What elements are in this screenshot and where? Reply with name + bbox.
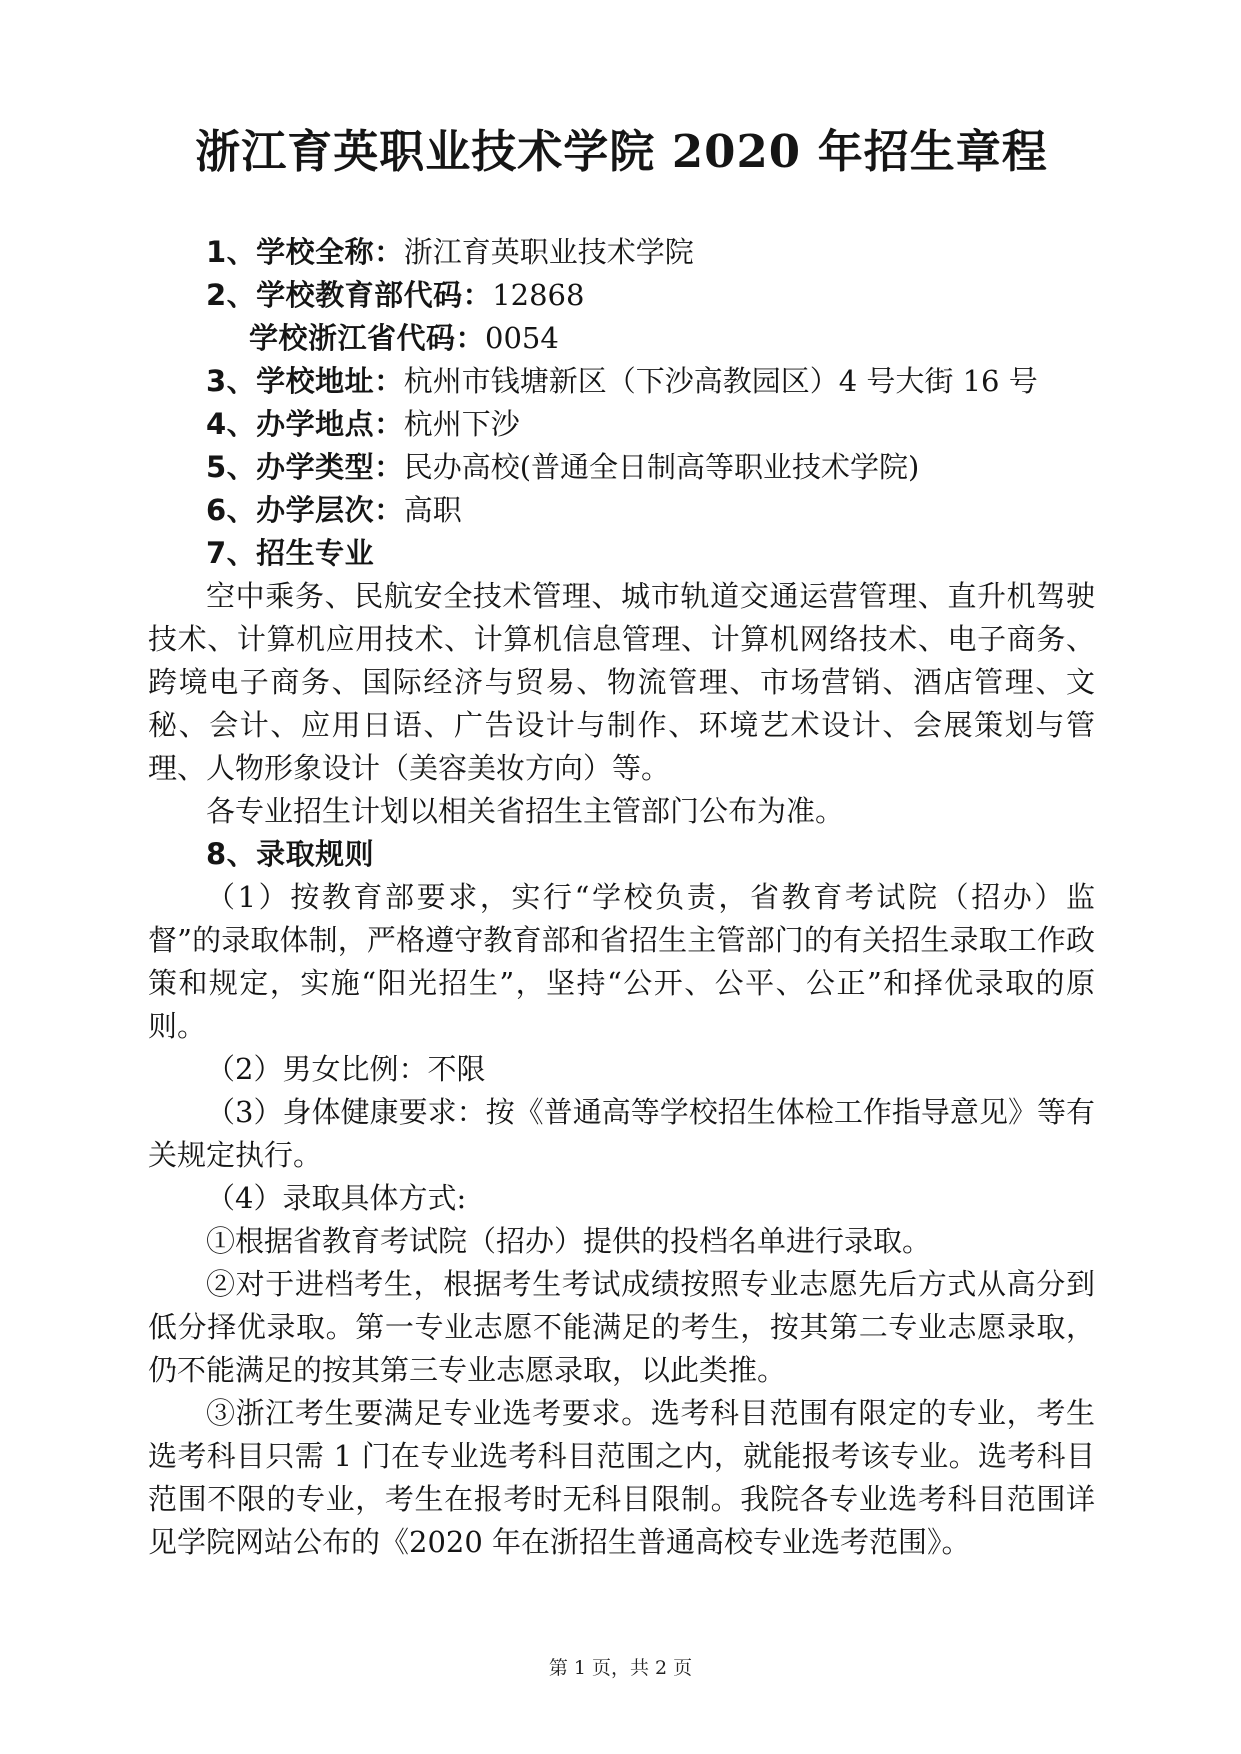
info-item-address xyxy=(148,360,1095,403)
info-item-school-name xyxy=(148,231,1095,274)
info-item-campus-location-label: 4、办学地点： xyxy=(206,407,404,441)
admission-rules-heading: 8、录取规则 xyxy=(206,837,375,871)
info-item-moe-code-label: 2、学校教育部代码： xyxy=(206,278,493,312)
info-item-school-type-value: 民办高校(普通全日制高等职业技术学院) xyxy=(403,450,920,484)
admission-rule-2: （2）男女比例：不限 xyxy=(206,1052,486,1086)
info-item-school-name-value: 浙江育英职业技术学院 xyxy=(403,235,694,269)
admission-rule-1: （1）按教育部要求，实行“学校负责，省教育考试院（招办）监督”的录取体制，严格遵守教育部和省招生主管部门的有关招生录取工作政策和规定，实施“阳光招生”，坚持“公开、公平、公正”和择优录取的原则。 xyxy=(148,880,1095,1043)
info-item-address-label: 3、学校地址： xyxy=(206,364,404,398)
admission-rule-4-sub-3: ③浙江考生要满足专业选考要求。选考科目范围有限定的专业，考生选考科目只需 1 门在专业选考科目范围之内，就能报考该专业。选考科目范围不限的专业，考生在报考时无科目限制。我院各专业选考科目范围详见学院网站公布的《2020 年在浙招生普通高校专业选考范围》。 xyxy=(148,1396,1095,1559)
info-item-campus-location xyxy=(148,403,1095,446)
info-item-campus-location-value: 杭州下沙 xyxy=(403,407,520,441)
info-item-province-code-value: 0054 xyxy=(485,321,559,355)
info-item-moe-code xyxy=(148,274,1095,317)
info-item-province-code-label: 学校浙江省代码： xyxy=(249,321,486,355)
document-title: 浙江育英职业技术学院 2020 年招生章程 xyxy=(195,125,1048,178)
admission-rule-4-sub-2: ②对于进档考生，根据考生考试成绩按照专业志愿先后方式从高分到低分择优录取。第一专业志愿不能满足的考生，按其第二专业志愿录取，仍不能满足的按其第三专业志愿录取，以此类推。 xyxy=(148,1267,1095,1387)
info-item-province-code xyxy=(148,317,1095,360)
info-item-education-level-label: 6、办学层次： xyxy=(206,493,404,527)
info-item-moe-code-value: 12868 xyxy=(492,278,585,312)
admission-rule-4: （4）录取具体方式: xyxy=(206,1181,467,1215)
page-number-footer: 第 1 页，共 2 页 xyxy=(548,1657,693,1679)
info-item-school-name-label: 1、学校全称： xyxy=(206,235,404,269)
info-item-address-value: 杭州市钱塘新区（下沙高教园区）4 号大街 16 号 xyxy=(403,364,1038,398)
info-item-education-level xyxy=(148,489,1095,532)
admission-rule-4-sub-1: ①根据省教育考试院（招办）提供的投档名单进行录取。 xyxy=(206,1224,932,1258)
info-item-school-type-label: 5、办学类型： xyxy=(206,450,404,484)
majors-list-paragraph: 空中乘务、民航安全技术管理、城市轨道交通运营管理、直升机驾驶技术、计算机应用技术、计算机信息管理、计算机网络技术、电子商务、跨境电子商务、国际经济与贸易、物流管理、市场营销、酒店管理、文秘、会计、应用日语、广告设计与制作、环境艺术设计、会展策划与管理、人物形象设计（美容美妆方向）等。 xyxy=(148,579,1095,785)
admission-rule-3: （3）身体健康要求：按《普通高等学校招生体检工作指导意见》等有关规定执行。 xyxy=(148,1095,1095,1172)
info-item-school-type xyxy=(148,446,1095,489)
plan-note-paragraph: 各专业招生计划以相关省招生主管部门公布为准。 xyxy=(206,794,845,828)
info-item-education-level-value: 高职 xyxy=(403,493,462,527)
majors-section-heading: 7、招生专业 xyxy=(206,536,375,570)
